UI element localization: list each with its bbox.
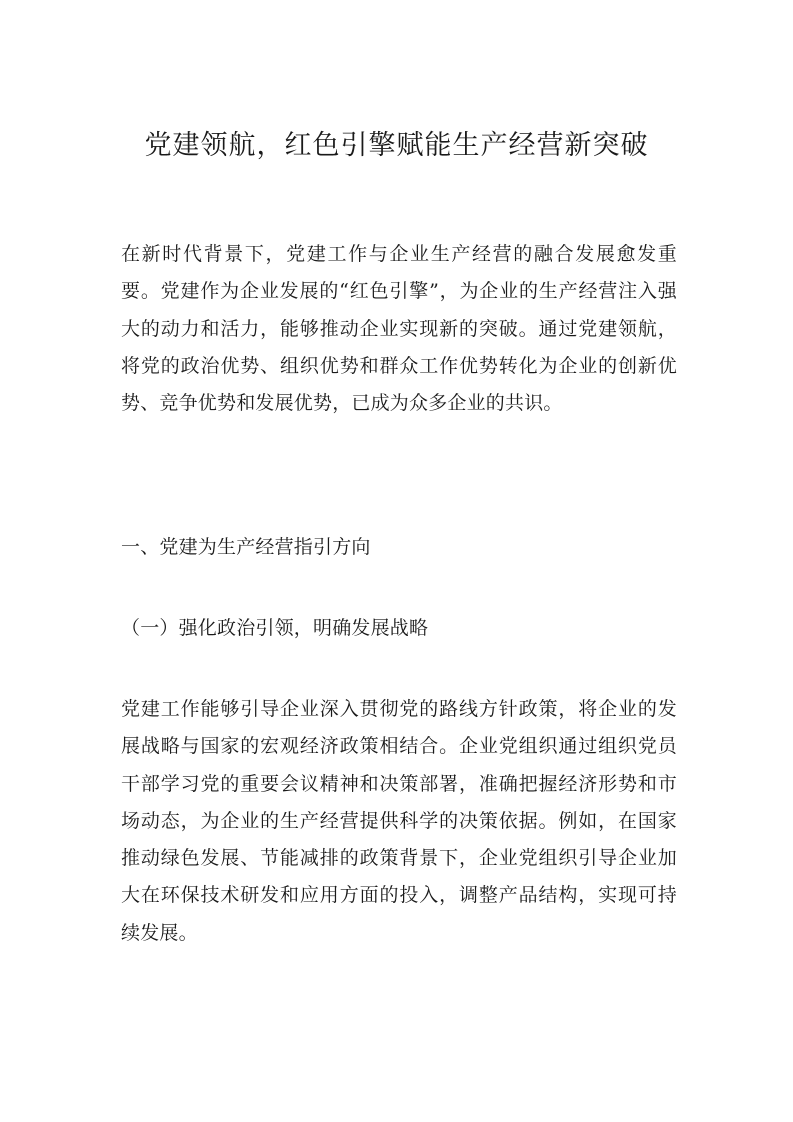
body-paragraph: 党建工作能够引导企业深入贯彻党的路线方针政策，将企业的发展战略与国家的宏观经济政策相结合。企业党组织通过组织党员干部学习党的重要会议精神和决策部署，准确把握经济形势和市场动态，为企业的生产经营提供科学的决策依据。例如，在国家推动绿色发展、节能减排的政策背景下，企业党组织引导企业加大在环保技术研发和应用方面的投入，调整产品结构，实现可持续发展。 bbox=[121, 698, 677, 944]
intro-paragraph: 在新时代背景下，党建工作与企业生产经营的融合发展愈发重要。党建作为企业发展的“红色引擎”，为企业的生产经营注入强大的动力和活力，能够推动企业实现新的突破。通过党建领航，将党的政治优势、组织优势和群众工作优势转化为企业的创新优势、竞争优势和发展优势，已成为众多企业的共识。 bbox=[121, 243, 677, 415]
subsection-heading: （一）强化政治引领，明确发展战略 bbox=[121, 617, 429, 639]
document-title: 党建领航，红色引擎赋能生产经营新突破 bbox=[144, 130, 649, 161]
section-heading: 一、党建为生产经营指引方向 bbox=[121, 536, 371, 558]
